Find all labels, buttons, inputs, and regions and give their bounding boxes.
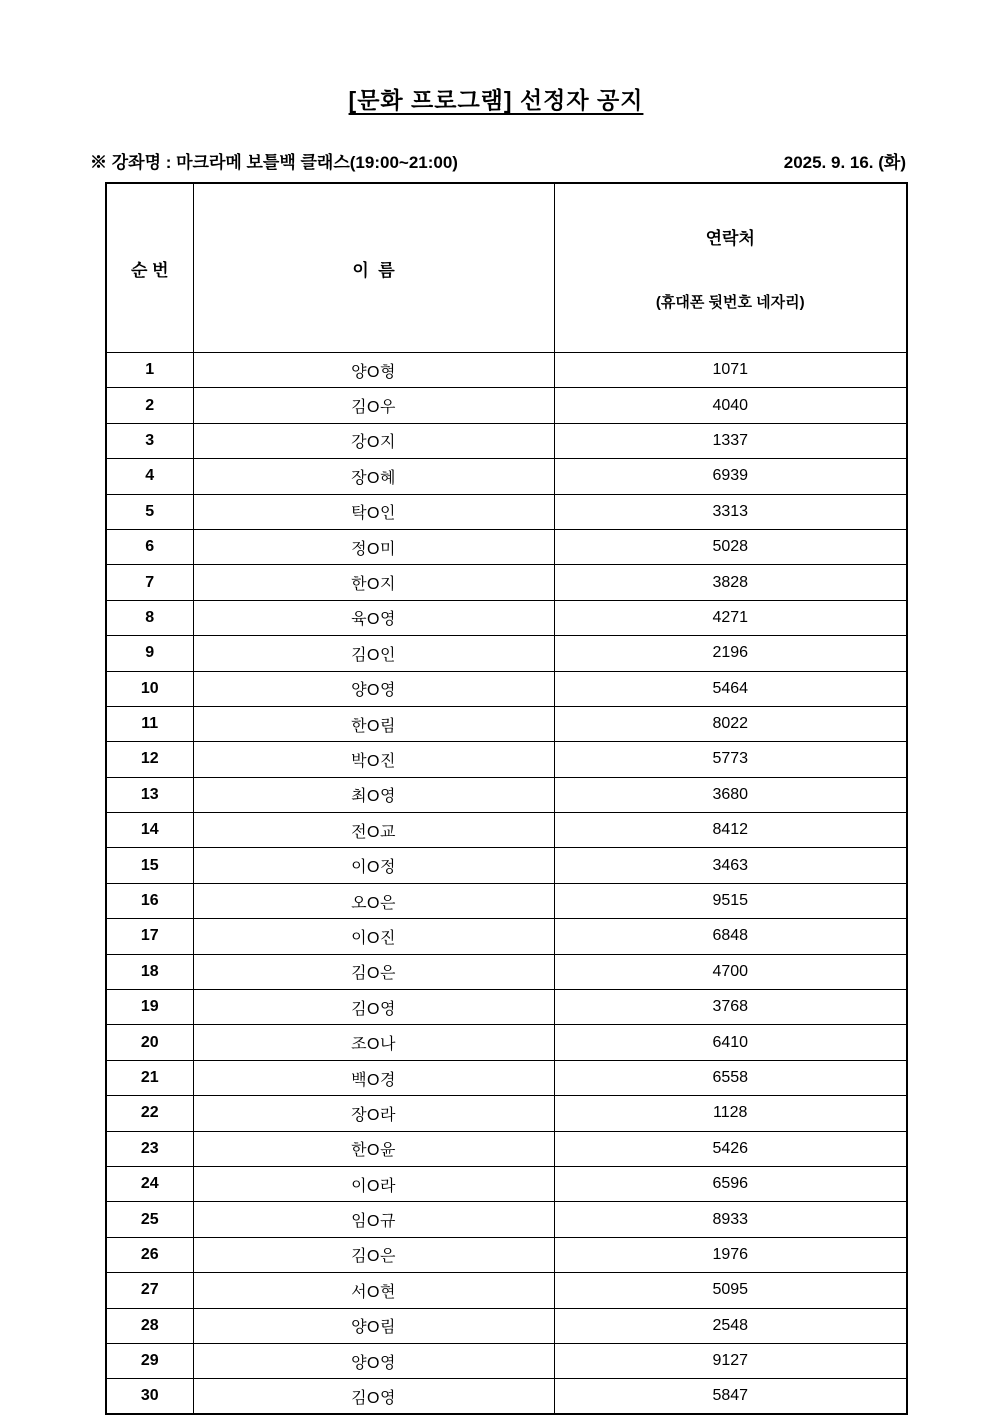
table-row [106,954,907,989]
table-row [106,671,907,706]
row-number: 29 [106,1343,193,1378]
table-row [106,459,907,494]
page-title [0,0,992,115]
participant-name: 육O영 [193,600,554,635]
participant-contact: 8933 [554,1202,907,1237]
participant-name: 백O경 [193,1060,554,1095]
participant-contact: 3768 [554,990,907,1025]
table-row [106,1025,907,1060]
row-number: 30 [106,1379,193,1414]
table-row [106,1343,907,1378]
row-number: 4 [106,459,193,494]
row-number: 10 [106,671,193,706]
participant-name: 김O은 [193,1237,554,1272]
table-row [106,1096,907,1131]
table-row [106,1131,907,1166]
header-name: 이 름 [193,183,554,353]
table-row [106,529,907,564]
table-row [106,1379,907,1414]
participant-contact: 4271 [554,600,907,635]
participant-name: 김O영 [193,1379,554,1414]
participant-name: 전O교 [193,813,554,848]
participant-name: 박O진 [193,742,554,777]
participant-contact: 8412 [554,813,907,848]
participant-contact: 1337 [554,423,907,458]
participant-contact: 5028 [554,529,907,564]
row-number: 8 [106,600,193,635]
participant-name: 양O영 [193,1343,554,1378]
row-number: 3 [106,423,193,458]
header-contact-subtitle: (휴대폰 뒷번호 네자리) [655,294,805,311]
table-row [106,600,907,635]
table-row [106,1202,907,1237]
header-contact-title: 연락처 [705,229,755,248]
header-number: 순 번 [106,183,193,353]
participant-contact: 9127 [554,1343,907,1378]
row-number: 28 [106,1308,193,1343]
participant-contact: 2196 [554,636,907,671]
table-row [106,1166,907,1201]
participant-name: 한O지 [193,565,554,600]
table-row [106,1273,907,1308]
participants-table [105,182,908,1415]
participant-name: 서O현 [193,1273,554,1308]
participant-contact: 1976 [554,1237,907,1272]
row-number: 26 [106,1237,193,1272]
table-row [106,990,907,1025]
participant-contact: 3463 [554,848,907,883]
participant-name: 이O라 [193,1166,554,1201]
table-row [106,353,907,388]
participant-name: 정O미 [193,529,554,564]
row-number: 14 [106,813,193,848]
participant-name: 오O은 [193,883,554,918]
notice-date: 2025. 9. 16. (화) [783,153,906,172]
table-header-row [106,183,907,353]
participant-name: 한O윤 [193,1131,554,1166]
participant-name: 양O림 [193,1308,554,1343]
participant-contact: 6848 [554,919,907,954]
row-number: 25 [106,1202,193,1237]
table-row [106,1237,907,1272]
participant-name: 김O인 [193,636,554,671]
row-number: 17 [106,919,193,954]
table-row [106,919,907,954]
participant-name: 이O정 [193,848,554,883]
row-number: 1 [106,353,193,388]
row-number: 21 [106,1060,193,1095]
participant-contact: 6558 [554,1060,907,1095]
participant-contact: 4700 [554,954,907,989]
participant-contact: 6410 [554,1025,907,1060]
table-row [106,388,907,423]
participant-contact: 9515 [554,883,907,918]
table-row [106,883,907,918]
row-number: 12 [106,742,193,777]
participant-name: 강O지 [193,423,554,458]
participant-contact: 3680 [554,777,907,812]
participant-contact: 8022 [554,706,907,741]
row-number: 27 [106,1273,193,1308]
participant-name: 장O혜 [193,459,554,494]
participant-contact: 5426 [554,1131,907,1166]
row-number: 11 [106,706,193,741]
table-row [106,777,907,812]
row-number: 22 [106,1096,193,1131]
row-number: 23 [106,1131,193,1166]
row-number: 18 [106,954,193,989]
table-row [106,565,907,600]
participant-name: 김O영 [193,990,554,1025]
row-number: 19 [106,990,193,1025]
participant-contact: 5773 [554,742,907,777]
table-body [106,353,907,1415]
header-contact [554,183,907,353]
page-title-text: [문화 프로그램] 선정자 공지 [348,87,644,113]
participant-name: 양O형 [193,353,554,388]
table-row [106,494,907,529]
row-number: 13 [106,777,193,812]
participant-contact: 5464 [554,671,907,706]
participant-name: 조O나 [193,1025,554,1060]
row-number: 9 [106,636,193,671]
participant-name: 양O영 [193,671,554,706]
row-number: 2 [106,388,193,423]
participant-name: 장O라 [193,1096,554,1131]
row-number: 7 [106,565,193,600]
row-number: 5 [106,494,193,529]
participant-name: 이O진 [193,919,554,954]
participant-contact: 4040 [554,388,907,423]
info-row [90,148,906,173]
participant-name: 김O우 [193,388,554,423]
course-name-label: ※ 강좌명 : 마크라메 보틀백 클래스(19:00~21:00) [90,153,458,172]
participant-contact: 3313 [554,494,907,529]
row-number: 24 [106,1166,193,1201]
row-number: 15 [106,848,193,883]
participant-contact: 2548 [554,1308,907,1343]
participant-contact: 5095 [554,1273,907,1308]
table-row [106,742,907,777]
participant-name: 임O규 [193,1202,554,1237]
participant-contact: 3828 [554,565,907,600]
row-number: 6 [106,529,193,564]
table-row [106,636,907,671]
table-row [106,813,907,848]
participant-contact: 6939 [554,459,907,494]
participant-name: 한O림 [193,706,554,741]
participant-name: 최O영 [193,777,554,812]
participant-name: 탁O인 [193,494,554,529]
table-row [106,1060,907,1095]
table-row [106,1308,907,1343]
table-row [106,848,907,883]
row-number: 20 [106,1025,193,1060]
table-row [106,706,907,741]
table-row [106,423,907,458]
participant-contact: 1128 [554,1096,907,1131]
participant-name: 김O은 [193,954,554,989]
participant-contact: 1071 [554,353,907,388]
participant-contact: 5847 [554,1379,907,1414]
participant-contact: 6596 [554,1166,907,1201]
row-number: 16 [106,883,193,918]
